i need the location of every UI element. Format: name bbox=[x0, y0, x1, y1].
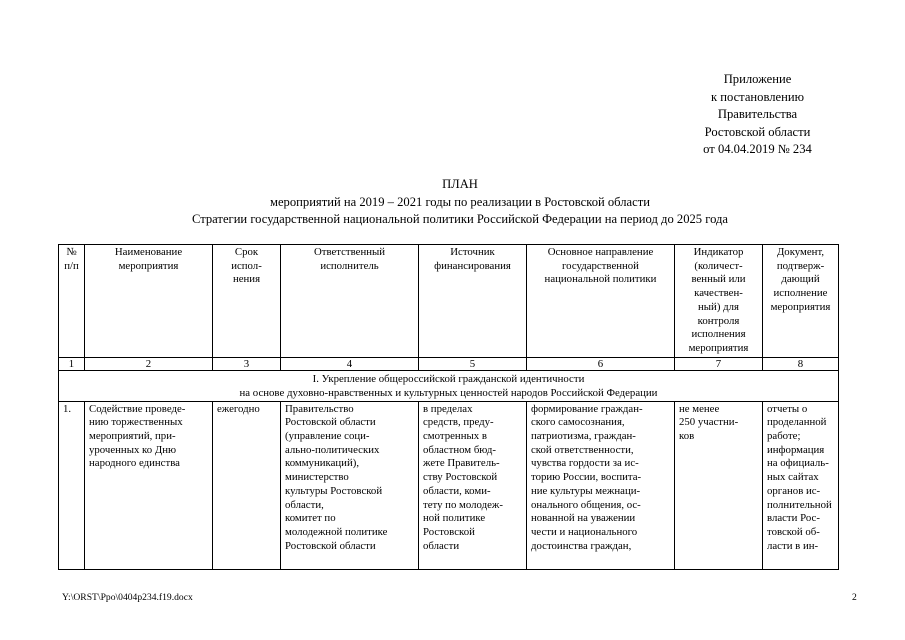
section-line-2: на основе духовно-нравственных и культурных ценностей народов Российской Федерации bbox=[239, 386, 658, 399]
appendix-line: Приложение bbox=[723, 72, 792, 86]
appendix-line: Правительства bbox=[717, 107, 798, 122]
header-funding: Источник финансирования bbox=[419, 245, 527, 358]
column-number: 2 bbox=[85, 357, 213, 370]
header-direction: Основное направление государственной национальной политики bbox=[527, 245, 675, 358]
column-number: 6 bbox=[527, 357, 675, 370]
header-deadline: Срок испол- нения bbox=[213, 245, 281, 358]
appendix-line: Ростовской области bbox=[704, 124, 811, 139]
cell-funding: в пределах средств, преду- смотренных в областном бюд- жете Правитель- ству Ростовской области, коми- тету по молодеж- ной политике Ростовской области bbox=[419, 401, 527, 569]
header-num: № п/п bbox=[59, 245, 85, 358]
column-number: 4 bbox=[281, 357, 419, 370]
cell-document: отчеты о проделанной работе; информация на официаль- ных сайтах органов ис- полнительной власти Рос- товской об- ласти в ин- bbox=[763, 401, 839, 569]
table-header-row bbox=[59, 245, 839, 358]
section-line-1: I. Укрепление общероссийской гражданской идентичности bbox=[312, 372, 585, 385]
table-row bbox=[59, 401, 839, 569]
column-number: 3 bbox=[213, 357, 281, 370]
appendix-block bbox=[640, 71, 875, 159]
plan-heading bbox=[60, 176, 860, 229]
page-number: 2 bbox=[852, 592, 857, 603]
column-number: 5 bbox=[419, 357, 527, 370]
column-number: 1 bbox=[59, 357, 85, 370]
plan-subtitle-1: мероприятий на 2019 – 2021 годы по реализации в Ростовской области bbox=[270, 194, 650, 209]
plan-title: ПЛАН bbox=[442, 177, 478, 191]
header-indicator: Индикатор (количест- венный или качествен- ный) для контроля исполнения мероприятия bbox=[675, 245, 763, 358]
header-name: Наименование мероприятия bbox=[85, 245, 213, 358]
cell-executor: Правительство Ростовской области (управление соци- ально-политических коммуникаций), министерство культуры Ростовской области, комитет по молодежной политике Ростовской области bbox=[281, 401, 419, 569]
section-row bbox=[59, 370, 839, 401]
section-heading bbox=[59, 370, 839, 401]
cell-indicator: не менее 250 участни- ков bbox=[675, 401, 763, 569]
appendix-line: от 04.04.2019 № 234 bbox=[703, 142, 812, 157]
file-path: Y:\ORST\Ppo\0404p234.f19.docx bbox=[62, 592, 193, 603]
column-number: 8 bbox=[763, 357, 839, 370]
cell-num: 1. bbox=[59, 401, 85, 569]
column-number: 7 bbox=[675, 357, 763, 370]
cell-deadline: ежегодно bbox=[213, 401, 281, 569]
appendix-line: к постановлению bbox=[710, 89, 805, 104]
cell-direction: формирование граждан- ского самосознания, патриотизма, граждан- ской ответственности, чувства гордости за ис- торию России, воспита- ние культуры межнаци- онального общения, ос- нованной на уважении чести и национального достоинства граждан, bbox=[527, 401, 675, 569]
header-executor: Ответственный исполнитель bbox=[281, 245, 419, 358]
column-number-row bbox=[59, 357, 839, 370]
cell-name: Содействие проведе- нию торжественных мероприятий, при- уроченных ко Дню народного единства bbox=[85, 401, 213, 569]
header-document: Документ, подтверж- дающий исполнение мероприятия bbox=[763, 245, 839, 358]
plan-subtitle-2: Стратегии государственной национальной политики Российской Федерации на период до 2025 года bbox=[191, 212, 729, 227]
plan-table bbox=[58, 244, 839, 570]
